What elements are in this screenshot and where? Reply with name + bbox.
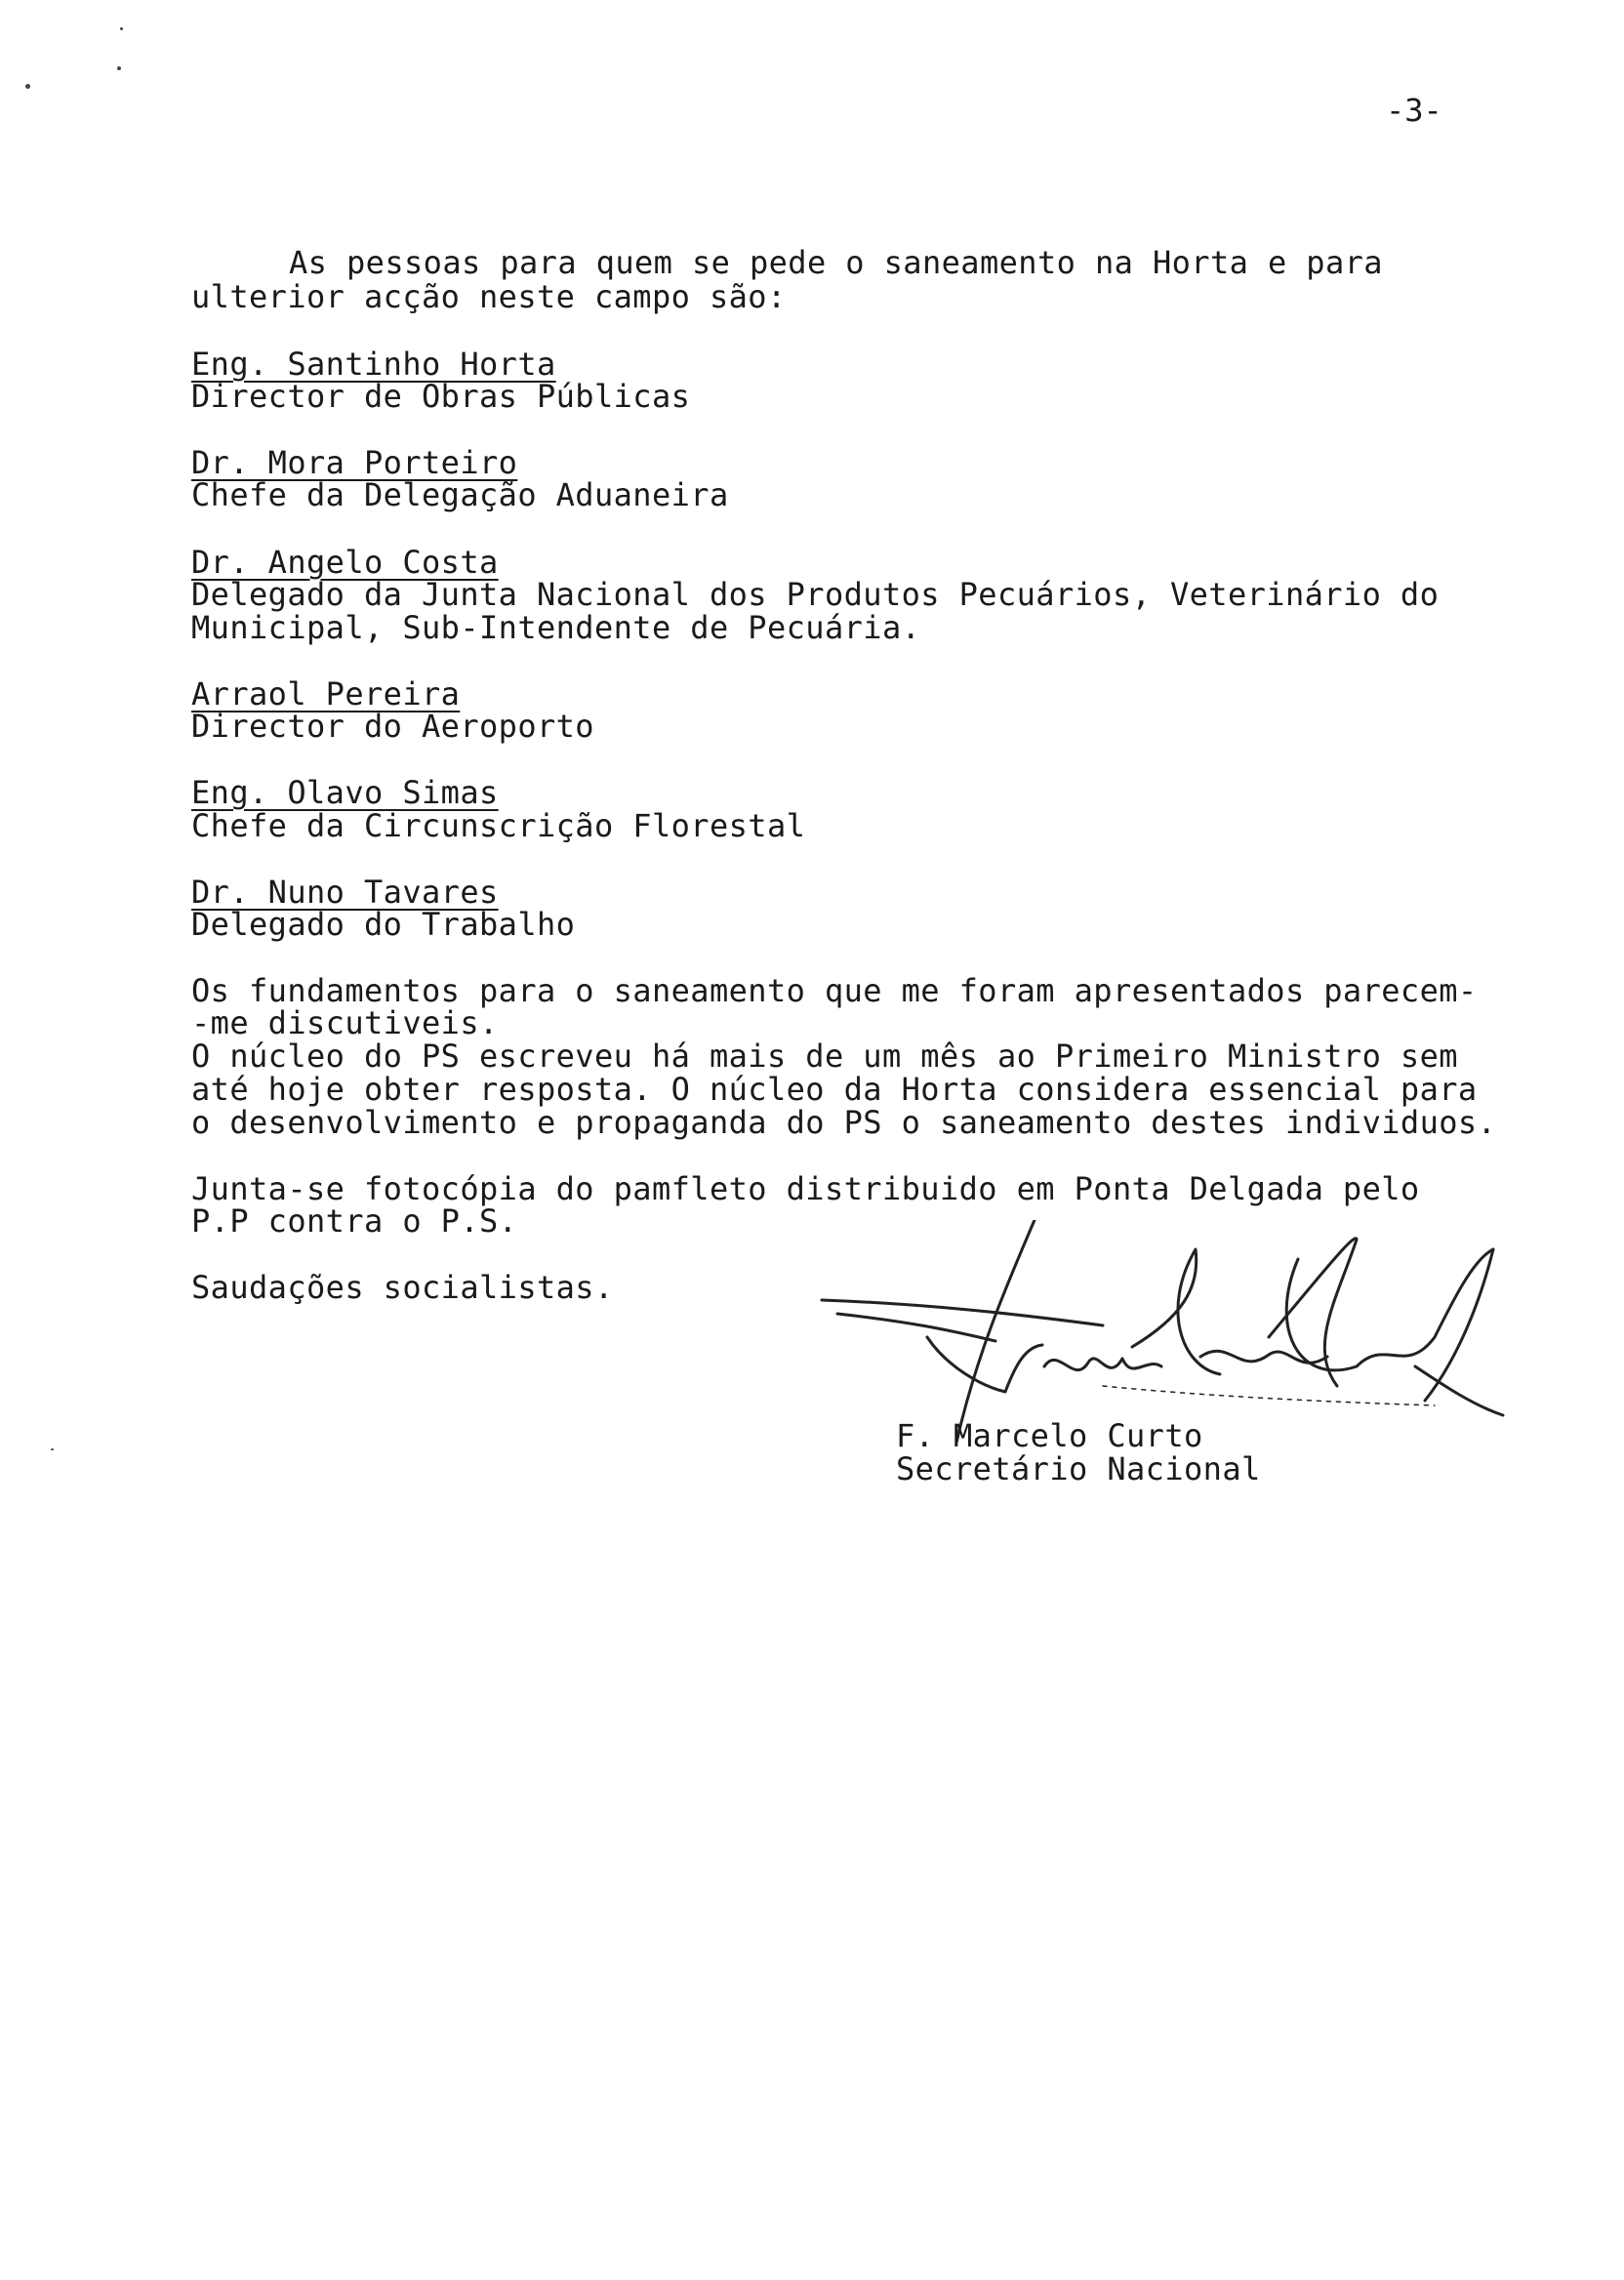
person-role: Director de Obras Públicas <box>191 378 691 415</box>
person-name: Eng. Santinho Horta <box>191 346 556 383</box>
page-number: -3- <box>1386 92 1442 129</box>
body-line: até hoje obter resposta. O núcleo da Horta considera essencial para <box>191 1071 1478 1108</box>
body-line: P.P contra o P.S. <box>191 1202 518 1240</box>
person-role: Chefe da Delegação Aduaneira <box>191 476 729 513</box>
body-line: o desenvolvimento e propaganda do PS o saneamento destes individuos. <box>191 1104 1497 1141</box>
handwritten-signature <box>810 1220 1532 1445</box>
person-name: Eng. Olavo Simas <box>191 774 499 811</box>
body-line: -me discutiveis. <box>191 1004 499 1041</box>
scan-speck <box>117 66 121 70</box>
intro-line-1: As pessoas para quem se pede o saneamento na Horta e para <box>289 244 1383 281</box>
intro-line-2: ulterior acção neste campo são: <box>191 278 787 315</box>
signer-title: Secretário Nacional <box>896 1450 1261 1487</box>
person-role: Delegado da Junta Nacional dos Produtos Pecuários, Veterinário do <box>191 576 1440 613</box>
body-line: O núcleo do PS escreveu há mais de um mês ao Primeiro Ministro sem <box>191 1038 1458 1075</box>
person-name: Dr. Angelo Costa <box>191 544 499 581</box>
body-line: Os fundamentos para o saneamento que me foram apresentados parecem- <box>191 972 1478 1009</box>
scan-speck <box>25 84 30 89</box>
closing-salutation: Saudações socialistas. <box>191 1269 614 1306</box>
person-role: Delegado do Trabalho <box>191 906 576 943</box>
scan-speck <box>120 27 123 30</box>
person-name: Dr. Mora Porteiro <box>191 444 518 481</box>
scan-speck <box>51 1448 54 1450</box>
person-role: Director do Aeroporto <box>191 708 594 745</box>
signer-name: F. Marcelo Curto <box>896 1417 1203 1454</box>
person-name: Dr. Nuno Tavares <box>191 874 499 911</box>
person-role: Chefe da Circunscrição Florestal <box>191 807 806 844</box>
person-role: Municipal, Sub-Intendente de Pecuária. <box>191 609 921 646</box>
body-line: Junta-se fotocópia do pamfleto distribuido em Ponta Delgada pelo <box>191 1170 1420 1207</box>
person-name: Arraol Pereira <box>191 675 461 712</box>
